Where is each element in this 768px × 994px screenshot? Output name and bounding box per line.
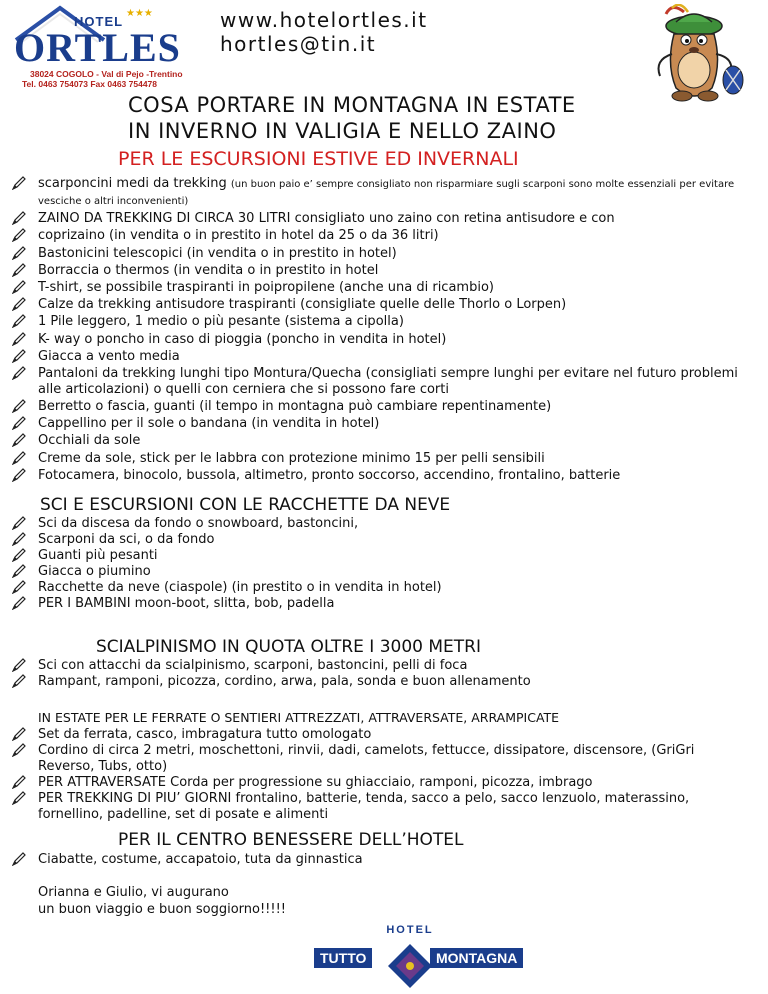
list-item xyxy=(8,416,748,432)
list-item-text: Racchette da neve (ciaspole) (in prestito o in vendita in hotel) xyxy=(38,580,442,595)
list-item-text: Ciabatte, costume, accapatoio, tuta da ginnastica xyxy=(38,852,363,867)
list-item-text: Borraccia o thermos (in vendita o in prestito in hotel xyxy=(38,262,379,278)
list-item-text: Calze da trekking antisudore traspiranti (consigliate quelle delle Thorlo o Lorpen) xyxy=(38,297,567,313)
pencil-bullet-icon xyxy=(12,228,26,242)
section-heading-benessere: PER IL CENTRO BENESSERE DELL’HOTEL xyxy=(118,830,464,850)
website-link[interactable]: www.hotelortles.it xyxy=(220,8,428,32)
list-item-text: Bastonicini telescopici (in vendita o in prestito in hotel) xyxy=(38,245,397,261)
pencil-bullet-icon xyxy=(12,468,26,482)
list-item xyxy=(8,366,748,398)
pencil-bullet-icon xyxy=(12,727,26,741)
pencil-bullet-icon xyxy=(12,596,26,610)
pencil-bullet-icon xyxy=(12,564,26,578)
list-item xyxy=(8,399,748,415)
pencil-bullet-icon xyxy=(12,658,26,672)
logo-phone-fax: Tel. 0463 754073 Fax 0463 754478 xyxy=(22,79,158,89)
pencil-bullet-icon xyxy=(12,211,26,225)
pencil-bullet-icon xyxy=(12,451,26,465)
pencil-bullet-icon xyxy=(12,246,26,260)
list-item-text: Sci da discesa da fondo o snowboard, bastoncini, xyxy=(38,516,359,531)
email-link[interactable]: hortles@tin.it xyxy=(220,32,377,56)
list-item xyxy=(8,246,748,262)
closing-greeting xyxy=(38,884,286,918)
ferrate-list xyxy=(8,727,748,823)
escursioni-list xyxy=(8,176,748,485)
list-item-text: Set da ferrata, casco, imbragatura tutto omologato xyxy=(38,727,372,742)
list-item xyxy=(8,743,748,775)
list-item-text: Giacca a vento media xyxy=(38,348,180,364)
pencil-bullet-icon xyxy=(12,263,26,277)
list-item xyxy=(8,596,748,612)
pencil-bullet-icon xyxy=(12,548,26,562)
list-item-text: Creme da sole, stick per le labbra con protezione minimo 15 per pelli sensibili xyxy=(38,450,545,466)
footer-logo-right: MONTAGNA xyxy=(430,948,523,968)
closing-line: Orianna e Giulio, vi augurano xyxy=(38,885,229,900)
list-item xyxy=(8,532,748,548)
page-title-line1: COSA PORTARE IN MONTAGNA IN ESTATE xyxy=(128,93,576,117)
logo-hotel-text: HOTEL xyxy=(74,14,124,29)
pencil-bullet-icon xyxy=(12,416,26,430)
sci-list xyxy=(8,516,748,612)
list-item-text: ZAINO DA TREKKING DI CIRCA 30 LITRI consigliato uno zaino con retina antisudore e con xyxy=(38,211,615,227)
list-item xyxy=(8,314,748,330)
pencil-bullet-icon xyxy=(12,743,26,757)
list-item xyxy=(8,468,748,484)
list-item xyxy=(8,564,748,580)
hotel-tutto-montagna-logo xyxy=(300,924,520,988)
list-item-text: PER I BAMBINI moon-boot, slitta, bob, padella xyxy=(38,596,335,611)
scialpinismo-list xyxy=(8,658,748,690)
list-item xyxy=(8,852,748,868)
logo-name: ORTLES xyxy=(14,25,181,70)
list-item xyxy=(8,791,748,823)
section-heading-ferrate: IN ESTATE PER LE FERRATE O SENTIERI ATTREZZATI, ATTRAVERSATE, ARRAMPICATE xyxy=(38,710,560,725)
list-item xyxy=(8,211,748,227)
pencil-bullet-icon xyxy=(12,516,26,530)
list-item-text: Pantaloni da trekking lunghi tipo Montura/Quecha (consigliati sempre lunghi per evitare nel futuro problemi alle articolazioni) o quelli con cerniera che si possono fare corti xyxy=(38,365,738,397)
list-item-text: Cappellino per il sole o bandana (in vendita in hotel) xyxy=(38,416,380,432)
list-item-text: coprizaino (in vendita o in prestito in hotel da 25 o da 36 litri) xyxy=(38,228,439,244)
list-item xyxy=(8,658,748,674)
benessere-list xyxy=(8,852,748,868)
list-item-text: PER ATTRAVERSATE Corda per progressione su ghiacciaio, ramponi, picozza, imbrago xyxy=(38,775,593,790)
pencil-bullet-icon xyxy=(12,280,26,294)
pencil-bullet-icon xyxy=(12,366,26,380)
list-item-text: 1 Pile leggero, 1 medio o più pesante (sistema a cipolla) xyxy=(38,314,404,330)
list-item-text: Occhiali da sole xyxy=(38,433,141,449)
pencil-bullet-icon xyxy=(12,433,26,447)
list-item xyxy=(8,332,748,348)
list-item xyxy=(8,451,748,467)
list-item-text: T-shirt, se possibile traspiranti in poipropilene (anche una di ricambio) xyxy=(38,279,494,295)
page-title-line2: IN INVERNO IN VALIGIA E NELLO ZAINO xyxy=(128,119,557,143)
marmot-mascot-illustration xyxy=(636,4,752,104)
pencil-bullet-icon xyxy=(12,314,26,328)
section-heading-scialpinismo: SCIALPINISMO IN QUOTA OLTRE I 3000 METRI xyxy=(96,637,482,657)
list-item xyxy=(8,548,748,564)
pencil-bullet-icon xyxy=(12,532,26,546)
pencil-bullet-icon xyxy=(12,791,26,805)
list-item xyxy=(8,433,748,449)
list-item-text: Berretto o fascia, guanti (il tempo in montagna può cambiare repentinamente) xyxy=(38,399,552,415)
list-item xyxy=(8,280,748,296)
list-item xyxy=(8,176,748,210)
list-item xyxy=(8,228,748,244)
pencil-bullet-icon xyxy=(12,332,26,346)
list-item-text: Scarponi da sci, o da fondo xyxy=(38,532,215,547)
list-item-text: K- way o poncho in caso di pioggia (poncho in vendita in hotel) xyxy=(38,331,447,347)
pencil-bullet-icon xyxy=(12,674,26,688)
list-item xyxy=(8,775,748,791)
list-item-text: Giacca o piumino xyxy=(38,564,151,579)
list-item-text: Fotocamera, binocolo, bussola, altimetro, pronto soccorso, accendino, frontalino, batterie xyxy=(38,467,621,483)
pencil-bullet-icon xyxy=(12,775,26,789)
footer-logo-left: TUTTO xyxy=(314,948,372,968)
list-item xyxy=(8,297,748,313)
svg-text:★★★: ★★★ xyxy=(126,8,153,19)
list-item-text: Cordino di circa 2 metri, moschettoni, rinvii, dadi, camelots, fettucce, dissipatore, discensore, (GriGri Reverso, Tubs, otto) xyxy=(38,743,695,774)
list-item-note: (un buon paio e’ sempre consigliato non risparmiare sugli scarponi sono molte essenziali per evitare vesciche o altri inconvenienti) xyxy=(38,179,735,207)
list-item xyxy=(8,516,748,532)
list-item xyxy=(8,580,748,596)
pencil-bullet-icon xyxy=(12,580,26,594)
list-item xyxy=(8,349,748,365)
closing-line: un buon viaggio e buon soggiorno!!!!! xyxy=(38,902,287,917)
pencil-bullet-icon xyxy=(12,176,26,190)
list-item-text: scarponcini medi da trekking xyxy=(38,176,227,191)
footer-logo-hotel: HOTEL xyxy=(386,924,434,936)
pencil-bullet-icon xyxy=(12,852,26,866)
list-item-text: Rampant, ramponi, picozza, cordino, arwa, pala, sonda e buon allenamento xyxy=(38,674,531,689)
pencil-bullet-icon xyxy=(12,349,26,363)
contacts xyxy=(220,8,428,56)
logo-address: 38024 COGOLO - Val di Pejo -Trentino xyxy=(30,69,183,79)
list-item xyxy=(8,727,748,743)
list-item-text: PER TREKKING DI PIU’ GIORNI frontalino, batterie, tenda, sacco a pelo, sacco lenzuolo, materassino, fornellino, padelline, set di posate e alimenti xyxy=(38,791,690,822)
list-item xyxy=(8,674,748,690)
section-heading-escursioni: PER LE ESCURSIONI ESTIVE ED INVERNALI xyxy=(118,148,519,170)
pencil-bullet-icon xyxy=(12,399,26,413)
list-item-text: Guanti più pesanti xyxy=(38,548,158,563)
section-heading-sci: SCI E ESCURSIONI CON LE RACCHETTE DA NEVE xyxy=(40,495,451,515)
list-item xyxy=(8,263,748,279)
pencil-bullet-icon xyxy=(12,297,26,311)
list-item-text: Sci con attacchi da scialpinismo, scarponi, bastoncini, pelli di foca xyxy=(38,658,468,673)
